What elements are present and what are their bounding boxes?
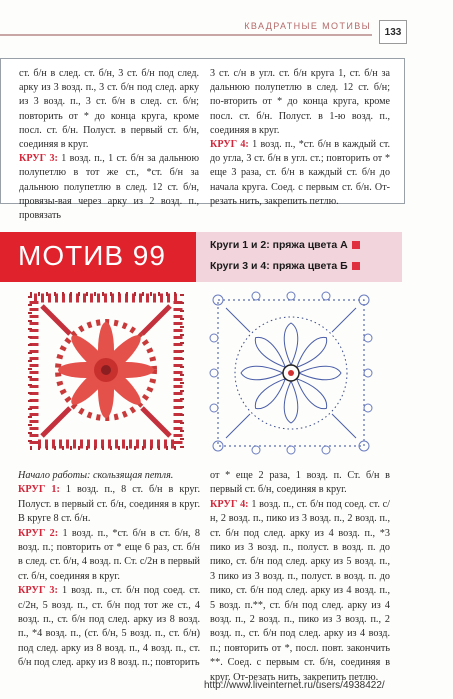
- instructions-right-column: [210, 469, 390, 685]
- paragraph-text: 1 возд. п., ст. б/н под соед. ст. с/н, 2 возд. п., пико из 3 возд. п., 2 возд. п., ст. б/н под след. арку из 4 возд. п., *3 пико из 3 возд. п., полуст. в возд. п. до пико, ст. б/н под след. арку из 5 возд. п., 3 пико из 3 возд. п., полуст. в возд. п. до пико, ст. б/н под след. арку из 4 возд. п., 5 возд. п.**, ст. б/н под след. арку из 4 возд. п., 2 возд. п., пико из 3 возд. п., 2 возд. п., ст. б/н под след. арку из 4 возд. п.; повторить от *, посл. повт. закончить **. Соед. с первым ст. б/н, соединяя в круг. От-резать нить, закрепить петлю.: [210, 498, 390, 683]
- top-text-box: [0, 58, 405, 222]
- header-rule: [0, 34, 372, 36]
- paragraph: [210, 498, 390, 685]
- paragraph-text: 1 возд. п., ст. б/н под соед. ст. с/2н, 5 возд. п., ст. б/н под тот же ст., 4 возд. п., ст. б/н под след. арку из 8 возд. п., *4 возд. п., (ст. б/н, 5 возд. п., ст. б/н) под след. арку из 8 возд. п., 4 возд. п., ст. б/н под след. арку из 8 возд. п.; повторить: [18, 585, 200, 669]
- paragraph: [19, 67, 199, 152]
- paragraph: [18, 584, 200, 670]
- paragraph: [210, 469, 390, 498]
- paragraph-text: от * еще 2 раза, 1 возд. п. Ст. б/н в первый ст. б/н, соединяя в круг.: [210, 470, 390, 496]
- source-url: http://www.liveinternet.ru/users/4938422/: [204, 680, 385, 691]
- chart-petal-arcs: [235, 317, 347, 429]
- paragraph-text: 3 ст. с/н в угл. ст. б/н круга 1, ст. б/н за дальнюю полупетлю в след. 12 ст. б/н; по-вторить от * до конца круга, кроме посл. ст. б/н. Полуст. в 1-ю возд. п., соединяя в круг.: [210, 68, 390, 136]
- motif-flower: [58, 322, 154, 418]
- paragraph: [210, 138, 390, 209]
- motif-title: МОТИВ 99: [18, 240, 166, 271]
- round-label: КРУГ 4:: [210, 139, 249, 151]
- round-label: КРУГ 2:: [18, 527, 59, 539]
- top-left-column: [19, 67, 199, 223]
- paragraph: [18, 527, 200, 585]
- color-swatch-icon: [352, 262, 360, 270]
- section-title: КВАДРАТНЫЕ МОТИВЫ: [244, 21, 371, 31]
- paragraph: [19, 152, 199, 223]
- yarn-rounds-3-4: Круги 3 и 4: пряжа цвета Б: [210, 260, 360, 272]
- paragraph-text: Начало работы: скользящая петля.: [18, 470, 174, 481]
- round-label: КРУГ 1:: [18, 484, 60, 496]
- paragraph-text: 1 возд. п., 8 ст. б/н в круг. Полуст. в первый ст. б/н, соединяя в круг. В круге 8 ст. б/н.: [18, 484, 200, 525]
- paragraph: [210, 67, 390, 138]
- round-label: КРУГ 4:: [210, 498, 249, 510]
- paragraph: [18, 483, 200, 526]
- crochet-chart-diagram: [208, 290, 374, 456]
- page-number: 133: [379, 20, 407, 44]
- paragraph-text: 1 возд. п., *ст. б/н в каждый ст. до угла, 3 ст. б/н в угл. ст.; повторить от * еще 3 раза, ст. б/н в каждый ст. б/н до начала круга. Соед. с первым ст. б/н. От-резать нить, закрепить петлю.: [210, 139, 390, 207]
- instructions-left-column: [18, 469, 200, 671]
- color-swatch-icon: [352, 241, 360, 249]
- top-right-column: [210, 67, 390, 209]
- paragraph-text: 1 возд. п., 1 ст. б/н за дальнюю полупетлю в тот же ст., *ст. б/н за дальнюю полупетлю в след. 12 ст. б/н, провязы-вая через арку из 2 возд. п., провязать: [19, 153, 199, 222]
- round-label: КРУГ 3:: [18, 585, 58, 597]
- paragraph-text: 1 возд. п., *ст. б/н в ст. б/н, 8 возд. п.; повторить от * еще 6 раз, ст. б/н в след. ст. б/н, 4 возд. п. Ст. с/2н в первый ст. б/н, соединяя в круг.: [18, 527, 200, 582]
- round-label: КРУГ 3:: [19, 153, 58, 165]
- paragraph: [18, 469, 200, 483]
- crochet-motif-photo: [26, 290, 186, 452]
- yarn-rounds-1-2: Круги 1 и 2: пряжа цвета А: [210, 239, 360, 251]
- motif-banner: [0, 232, 402, 282]
- paragraph-text: ст. б/н в след. ст. б/н, 3 ст. б/н под след. арку из 3 возд. п., 3 ст. б/н под след. арку из 3 возд. п., 3 ст. б/н в след. ст. б/н; повторить от * до конца круга, кроме посл. ст. б/н. Полуст. в первый ст. б/н, соединяя в круг.: [19, 68, 199, 151]
